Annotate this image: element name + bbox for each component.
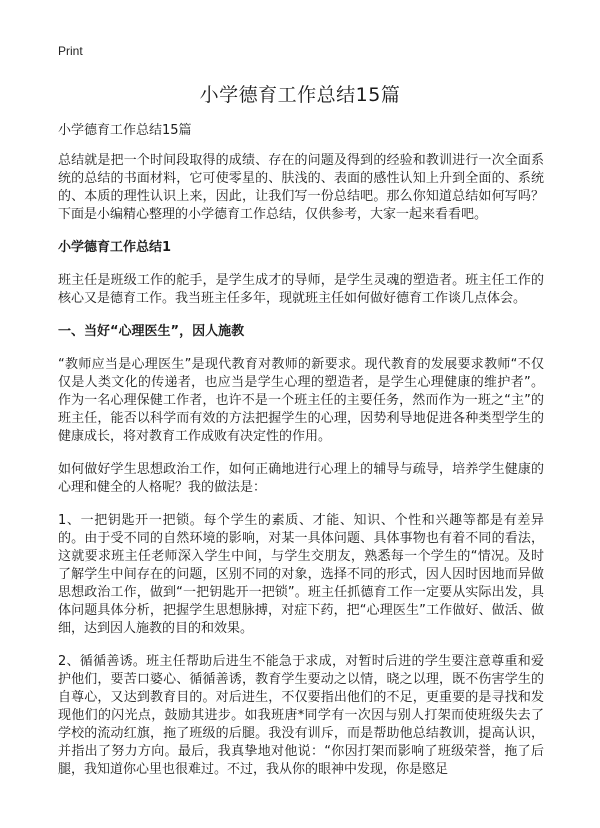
document-title: 小学德育工作总结15篇 [199, 84, 401, 106]
intro-paragraph: 总结就是把一个时间段取得的成绩、存在的问题及得到的经验和教训进行一次全面系统的总结的书面材料，它可使零星的、肤浅的、表面的感性认知上升到全面的、系统的、本质的理性认识上来，因此，让我们写一份总结吧。那么你知道总结如何写吗？下面是小编精心整理的小学德育工作总结，仅供参考，大家一起来看看吧。 [58, 153, 544, 222]
paragraph-5: 2、循循善诱。班主任帮助后进生不能急于求成，对暂时后进的学生要注意尊重和爱护他们，要苦口婆心、循循善诱，教育学生要动之以情，晓之以理，既不伤害学生的自尊心，又达到教育目的。对后进生，不仅要指出他们的不足，更重要的是寻找和发现他们的闪光点，鼓励其进步。如我班唐*同学有一次因与别人打架而使班级失去了学校的流动红旗，拖了班级的后腿。我没有训斥，而是帮助他总结教训，提高认识，并指出了努力方向。最后，我真挚地对他说：“你因打架而影响了班级荣誉，拖了后腿，我知道你心里也很难过。不过，我从你的眼神中发现，你是愍足 [58, 654, 544, 777]
paragraph-3: 如何做好学生思想政治工作，如何正确地进行心理上的辅导与疏导，培养学生健康的心理和健全的人格呢？我的做法是： [58, 462, 544, 495]
sub-heading-1: 一、当好“心理医生”，因人施教 [58, 324, 245, 339]
paragraph-4: 1、一把钥匙开一把锁。每个学生的素质、才能、知识、个性和兴趣等都是有差异的。由于受不同的自然环境的影响，对某一具体问题、具体事物也有着不同的看法，这就要求班主任老师深入学生中间，与学生交朋友，熟悉每一个学生的“情况。及时了解学生中间存在的问题，区别不同的对象，选择不同的形式，因人因时因地而异做思想政治工作，做到“一把钥匙开一把锁”。班主任抓德育工作一定要从实际出发，具体问题具体分析，把握学生思想脉搏，对症下药，把“心理医生”工作做好、做活、做细，达到因人施教的目的和效果。 [58, 513, 544, 636]
paragraph-2: “教师应当是心理医生”是现代教育对教师的新要求。现代教育的发展要求教师“不仅仅是人类文化的传递者，也应当是学生心理的塑造者，是学生心理健康的维护者”。作为一名心理保健工作者，也许不是一个班主任的主要任务，然而作为一班之“主”的班主任，能否以科学而有效的方法把握学生的心理，因势利导地促进各种类型学生的健康成长，将对教育工作成败有决定性的作用。 [58, 357, 544, 444]
document-subtitle: 小学德育工作总结15篇 [58, 123, 192, 138]
section-heading: 小学德育工作总结1 [58, 240, 172, 255]
paragraph-1: 班主任是班级工作的舵手，是学生成才的导师，是学生灵魂的塑造者。班主任工作的核心又是德育工作。我当班主任多年，现就班主任如何做好德育工作谈几点体会。 [58, 273, 544, 306]
document-body [58, 122, 544, 794]
print-link[interactable]: Print [58, 44, 83, 58]
